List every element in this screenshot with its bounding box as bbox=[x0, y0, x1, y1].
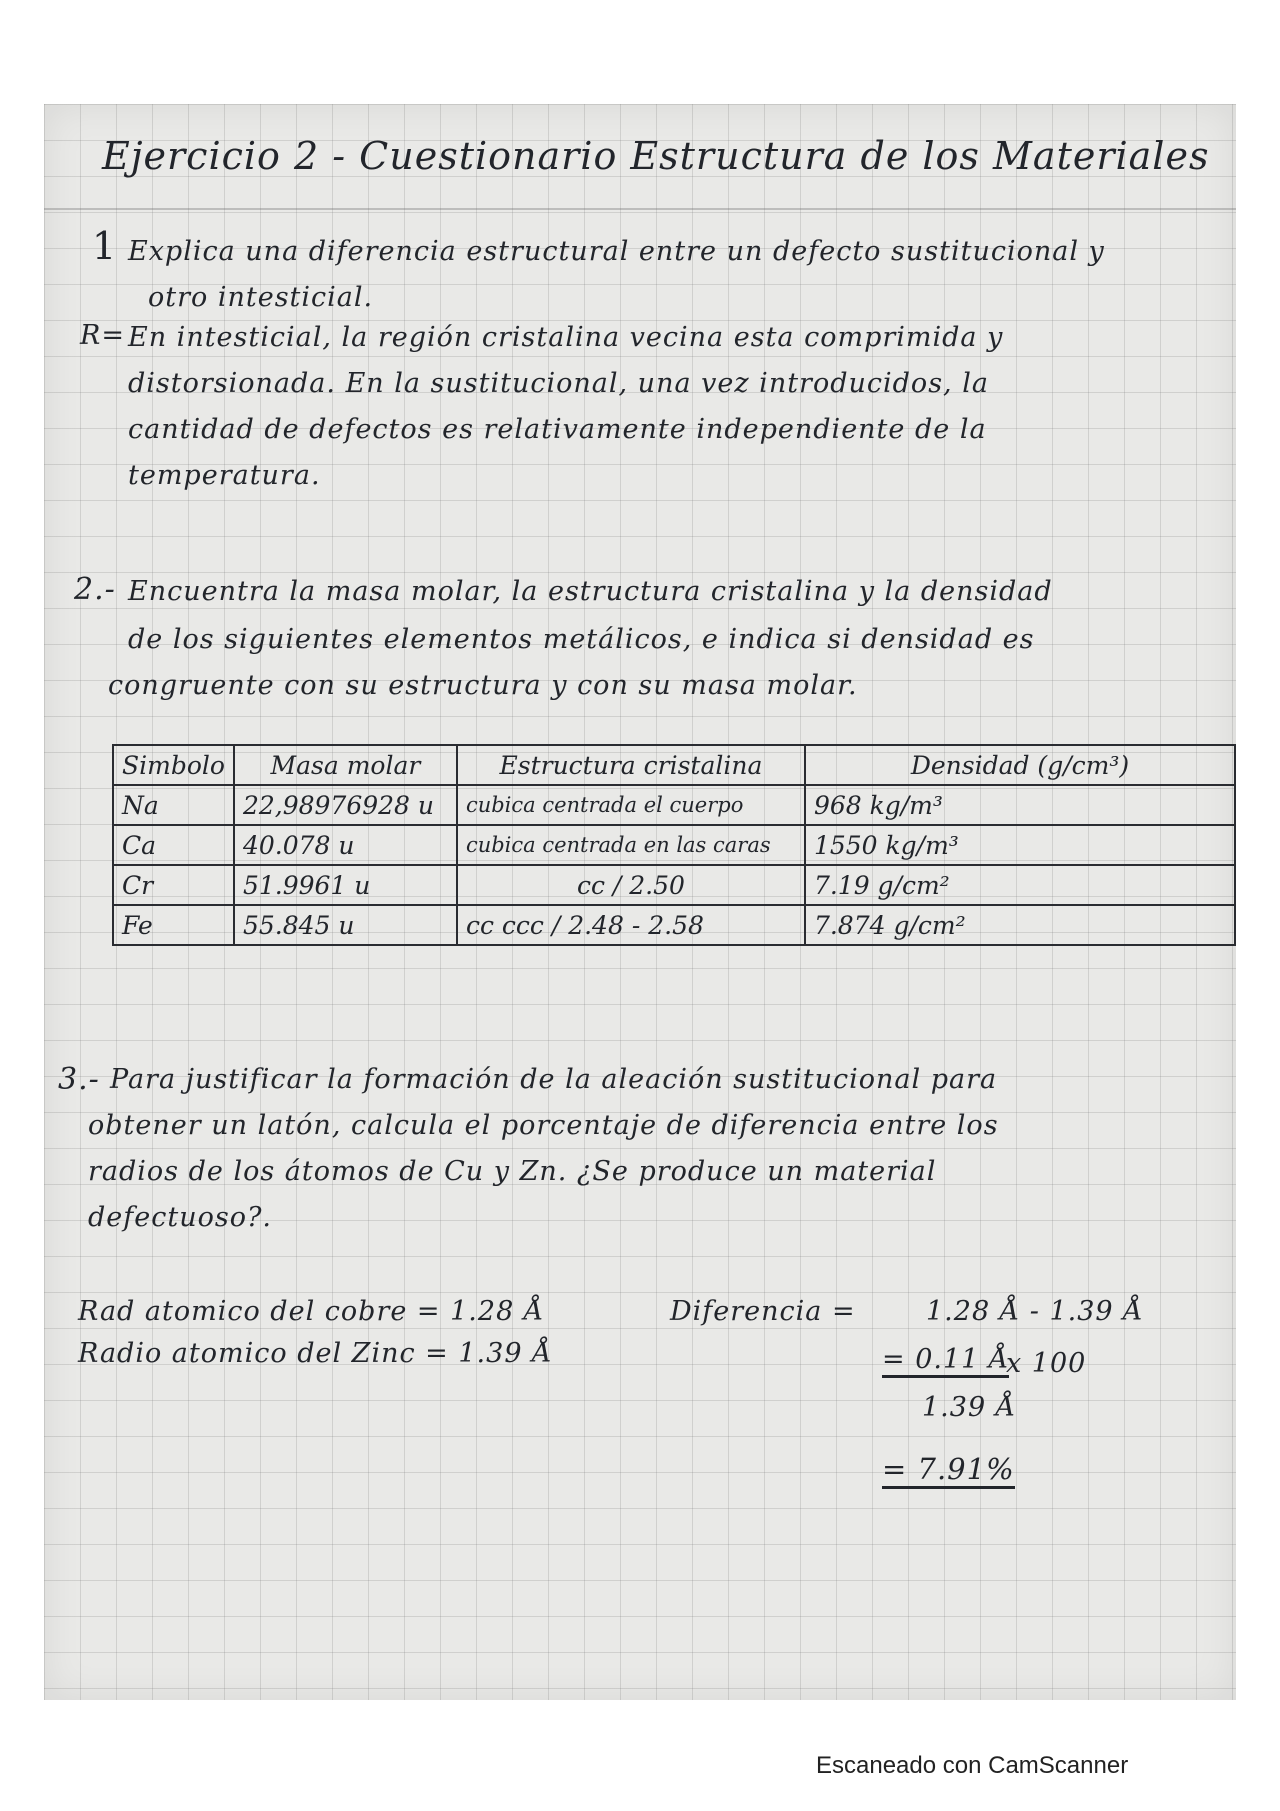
cell-masa-molar: 22,98976928 u bbox=[234, 785, 457, 825]
page-margin-line bbox=[44, 208, 1236, 210]
cell-estructura: cc / 2.50 bbox=[457, 865, 805, 905]
cell-simbolo: Fe bbox=[113, 905, 234, 945]
equation-denominator: 1.39 Å bbox=[922, 1392, 1017, 1423]
diferencia-label: Diferencia = bbox=[670, 1296, 856, 1327]
q1-answer-line3: cantidad de defectos es relativamente independiente de la bbox=[128, 414, 987, 445]
q1-answer-line4: temperatura. bbox=[128, 460, 321, 491]
radio-zinc: Radio atomico del Zinc = 1.39 Å bbox=[78, 1338, 553, 1369]
q3-text-line2: obtener un latón, calcula el porcentaje de diferencia entre los bbox=[88, 1110, 999, 1141]
cell-densidad: 1550 kg/m³ bbox=[805, 825, 1235, 865]
q1-answer-line2: distorsionada. En la sustitucional, una vez introducidos, la bbox=[128, 368, 989, 399]
cell-simbolo: Na bbox=[113, 785, 234, 825]
equation-times: x 100 bbox=[1006, 1348, 1087, 1379]
header-simbolo: Simbolo bbox=[113, 745, 234, 785]
equation-numerator: = 0.11 Å bbox=[882, 1344, 1009, 1378]
q2-text-line2: de los siguientes elementos metálicos, e indica si densidad es bbox=[128, 624, 1035, 655]
q2-text-line3: congruente con su estructura y con su masa molar. bbox=[108, 670, 858, 701]
header-estructura: Estructura cristalina bbox=[457, 745, 805, 785]
scanner-watermark: Escaneado con CamScanner bbox=[816, 1752, 1129, 1779]
cell-masa-molar: 55.845 u bbox=[234, 905, 457, 945]
diferencia-expression: 1.28 Å - 1.39 Å bbox=[926, 1296, 1144, 1327]
cell-estructura: cubica centrada en las caras bbox=[457, 825, 805, 865]
q1-text-line1: Explica una diferencia estructural entre un defecto sustitucional y bbox=[128, 236, 1105, 267]
cell-simbolo: Ca bbox=[113, 825, 234, 865]
header-masa-molar: Masa molar bbox=[234, 745, 457, 785]
elements-table bbox=[112, 744, 1236, 946]
table-row bbox=[113, 785, 1235, 825]
header-densidad: Densidad (g/cm³) bbox=[805, 745, 1235, 785]
q3-text-line4: defectuoso?. bbox=[88, 1202, 273, 1233]
cell-estructura: cc ccc / 2.48 - 2.58 bbox=[457, 905, 805, 945]
radio-cobre: Rad atomico del cobre = 1.28 Å bbox=[78, 1296, 545, 1327]
q2-text-line1: Encuentra la masa molar, la estructura cristalina y la densidad bbox=[128, 576, 1053, 607]
table-header-row bbox=[113, 745, 1235, 785]
table-row bbox=[113, 865, 1235, 905]
q3-number: 3.- bbox=[58, 1062, 100, 1097]
cell-densidad: 7.874 g/cm² bbox=[805, 905, 1235, 945]
cell-estructura: cubica centrada el cuerpo bbox=[457, 785, 805, 825]
q3-text-line1: Para justificar la formación de la aleación sustitucional para bbox=[110, 1064, 998, 1095]
q1-answer-line1: En intesticial, la región cristalina vecina esta comprimida y bbox=[128, 322, 1004, 353]
cell-densidad: 968 kg/m³ bbox=[805, 785, 1235, 825]
q1-number: 1 bbox=[92, 224, 118, 268]
cell-masa-molar: 51.9961 u bbox=[234, 865, 457, 905]
q2-number: 2.- bbox=[74, 572, 116, 607]
table-row bbox=[113, 905, 1235, 945]
page-title: Ejercicio 2 - Cuestionario Estructura de los Materiales bbox=[102, 134, 1210, 178]
q1-answer-prefix: R= bbox=[80, 320, 125, 351]
q3-text-line3: radios de los átomos de Cu y Zn. ¿Se produce un material bbox=[88, 1156, 937, 1187]
cell-simbolo: Cr bbox=[113, 865, 234, 905]
q1-text-line2: otro intesticial. bbox=[148, 282, 374, 313]
scanned-page bbox=[44, 104, 1236, 1700]
table-row bbox=[113, 825, 1235, 865]
cell-masa-molar: 40.078 u bbox=[234, 825, 457, 865]
cell-densidad: 7.19 g/cm² bbox=[805, 865, 1235, 905]
equation-result: = 7.91% bbox=[882, 1452, 1015, 1489]
